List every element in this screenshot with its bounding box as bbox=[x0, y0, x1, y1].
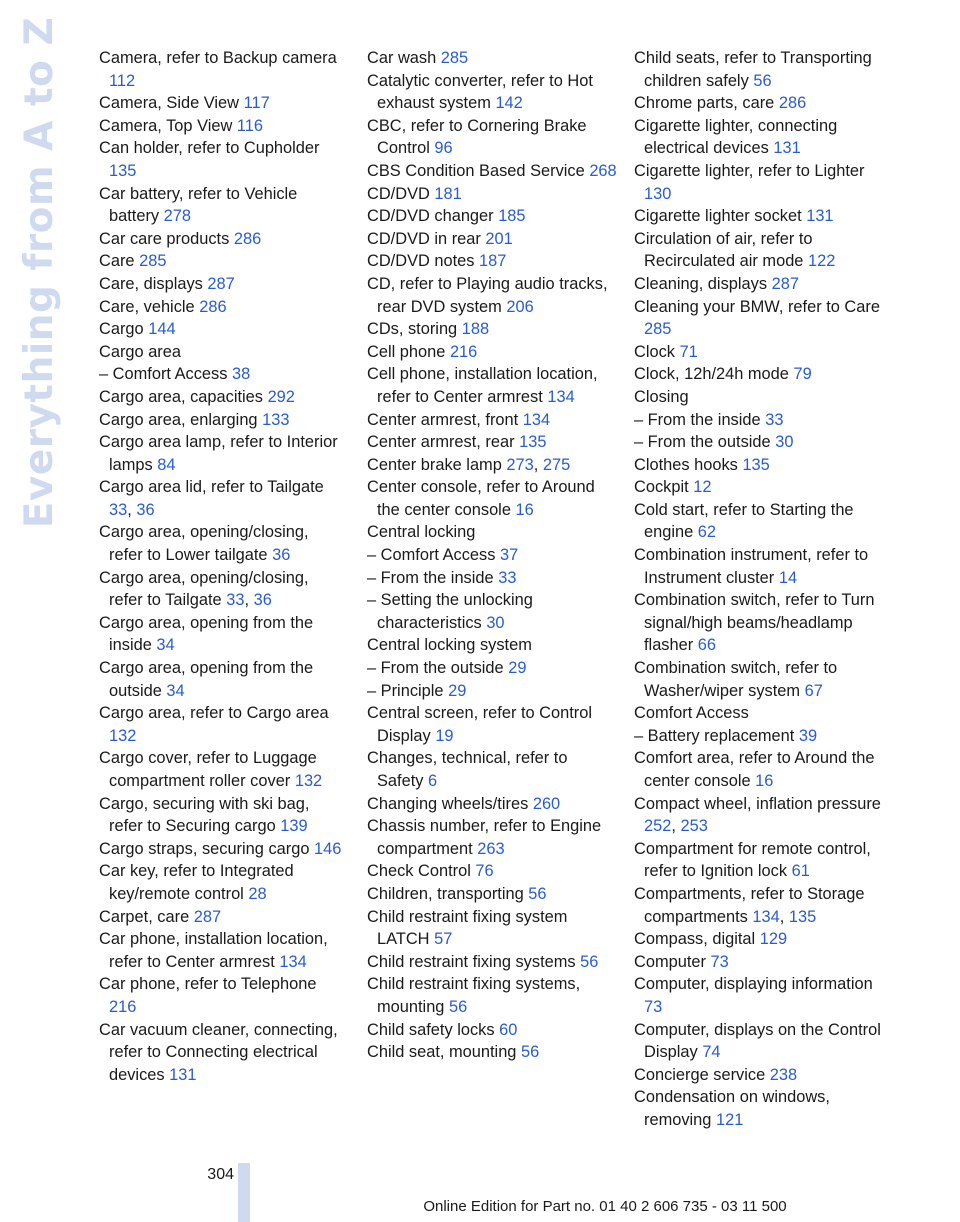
index-term: Central locking bbox=[367, 523, 476, 542]
index-entry bbox=[634, 273, 886, 296]
index-term: Child seat, mounting bbox=[367, 1043, 517, 1062]
index-entry bbox=[634, 386, 886, 409]
page-reference-link[interactable]: 206 bbox=[506, 297, 534, 316]
index-term: Cargo area lamp, refer to Interior lamps bbox=[99, 433, 338, 474]
page-reference-link[interactable]: 285 bbox=[139, 252, 167, 271]
page-reference-link[interactable]: 56 bbox=[580, 952, 599, 971]
index-entry bbox=[634, 928, 886, 951]
index-entry bbox=[99, 409, 345, 432]
page-reference-link[interactable]: 57 bbox=[434, 930, 453, 949]
page-reference-link[interactable]: 181 bbox=[434, 184, 462, 203]
index-entry bbox=[99, 92, 345, 115]
index-term: Cargo area lid, refer to Tailgate bbox=[99, 478, 324, 497]
index-term: Cargo straps, securing cargo bbox=[99, 839, 310, 858]
index-entry bbox=[367, 657, 617, 680]
index-term: Combination switch, refer to Washer/wiper system bbox=[634, 659, 838, 700]
page-marker-bar bbox=[238, 1163, 250, 1222]
page-reference-link[interactable]: 36 bbox=[136, 500, 155, 519]
index-entry bbox=[634, 1064, 886, 1087]
page-reference-link[interactable]: 131 bbox=[169, 1065, 197, 1084]
index-term: Car vacuum cleaner, connecting, refer to Connecting electrical devices bbox=[99, 1020, 338, 1084]
page-reference-link[interactable]: 37 bbox=[500, 546, 519, 565]
index-term: Cleaning your BMW, refer to Care bbox=[634, 297, 880, 316]
page-reference-link[interactable]: 56 bbox=[520, 1043, 540, 1062]
page-reference-link[interactable]: 28 bbox=[248, 884, 267, 903]
page-reference-link[interactable]: 144 bbox=[148, 320, 176, 339]
index-entry bbox=[634, 454, 886, 477]
index-term: – Comfort Access bbox=[367, 546, 496, 565]
index-entry bbox=[634, 431, 886, 454]
page-reference-link[interactable]: 287 bbox=[207, 274, 235, 293]
index-term: – From the inside bbox=[634, 410, 761, 429]
page-reference-link[interactable]: 116 bbox=[236, 116, 264, 135]
page-reference-link[interactable]: 278 bbox=[163, 207, 192, 226]
index-term: Compact wheel, inflation pressure bbox=[634, 794, 881, 813]
index-column-2 bbox=[367, 47, 617, 1064]
page-reference-link[interactable]: 135 bbox=[742, 455, 770, 474]
page-reference-link[interactable]: 38 bbox=[232, 365, 251, 384]
page-reference-link[interactable]: 292 bbox=[267, 387, 295, 406]
index-entry bbox=[99, 860, 345, 905]
page-reference-link[interactable]: 252 bbox=[644, 817, 672, 836]
index-entry bbox=[634, 115, 886, 160]
page-reference-link[interactable]: 19 bbox=[435, 726, 454, 745]
index-term: Central screen, refer to Control Display bbox=[367, 704, 593, 745]
index-term: Clock, 12h/24h mode bbox=[634, 365, 789, 384]
page-reference-link[interactable]: 275 bbox=[542, 455, 571, 474]
index-term: Cold start, refer to Starting the engine bbox=[634, 500, 854, 542]
index-entry bbox=[367, 70, 617, 115]
index-entry bbox=[99, 115, 345, 138]
index-entry bbox=[367, 476, 617, 521]
index-term: Central locking system bbox=[367, 636, 532, 655]
index-entry bbox=[99, 838, 345, 861]
index-entry bbox=[99, 657, 345, 702]
index-entry bbox=[367, 115, 617, 160]
page-reference-link[interactable]: 33 bbox=[109, 500, 128, 519]
index-entry bbox=[99, 47, 345, 92]
index-term: Cargo area, capacities bbox=[99, 387, 263, 406]
index-entry bbox=[99, 928, 345, 973]
index-term: Child restraint fixing system LATCH bbox=[367, 907, 568, 949]
index-term: CBS Condition Based Service bbox=[367, 161, 585, 180]
index-term: – From the outside bbox=[634, 433, 771, 452]
index-term: Compartment for remote control, refer to Ignition lock bbox=[634, 839, 871, 881]
page-reference-link[interactable]: 79 bbox=[793, 365, 812, 384]
page-reference-link[interactable]: 30 bbox=[486, 613, 505, 632]
page-reference-link[interactable]: 134 bbox=[752, 907, 780, 926]
page-reference-link[interactable]: 131 bbox=[806, 207, 834, 226]
index-entry bbox=[634, 702, 886, 725]
index-column-3 bbox=[634, 47, 886, 1132]
index-term: Cigarette lighter socket bbox=[634, 207, 802, 226]
page-reference-link[interactable]: 56 bbox=[753, 71, 772, 90]
page-reference-link[interactable]: 188 bbox=[461, 320, 490, 339]
index-term: Care, vehicle bbox=[99, 297, 195, 316]
page-reference-link[interactable]: 135 bbox=[788, 907, 817, 926]
index-term: Cargo bbox=[99, 320, 144, 339]
page-reference-link[interactable]: 36 bbox=[272, 546, 291, 565]
index-entry bbox=[634, 205, 886, 228]
index-entry bbox=[634, 725, 886, 748]
page-reference-link[interactable]: 134 bbox=[279, 952, 307, 971]
index-term: Cockpit bbox=[634, 478, 689, 497]
index-entry bbox=[367, 951, 617, 974]
index-entry bbox=[634, 341, 886, 364]
index-entry bbox=[367, 680, 617, 703]
index-entry bbox=[367, 567, 617, 590]
index-entry bbox=[99, 250, 345, 273]
index-entry bbox=[634, 476, 886, 499]
index-term: – Comfort Access bbox=[99, 365, 228, 384]
index-term: Computer, displays on the Control Display bbox=[634, 1020, 881, 1062]
index-entry bbox=[634, 499, 886, 544]
page-reference-link[interactable]: 33 bbox=[226, 591, 245, 610]
index-term: Camera, Side View bbox=[99, 94, 239, 113]
index-entry bbox=[99, 363, 345, 386]
index-entry bbox=[99, 612, 345, 657]
page-reference-link[interactable]: 185 bbox=[498, 207, 526, 226]
index-term: CBC, refer to Cornering Brake Control bbox=[367, 116, 587, 158]
page-reference-link[interactable]: 36 bbox=[253, 591, 272, 610]
page-reference-link[interactable]: 187 bbox=[479, 252, 507, 271]
page-reference-link[interactable]: 287 bbox=[193, 907, 222, 926]
index-entry: Center brake lamp 273, 275 bbox=[367, 455, 571, 474]
page-reference-link[interactable]: 121 bbox=[715, 1110, 744, 1129]
index-term: Center console, refer to Around the center console bbox=[367, 478, 595, 519]
page-reference-link[interactable]: 131 bbox=[773, 139, 801, 158]
index-term: Combination switch, refer to Turn signal/high beams/headlamp flasher bbox=[634, 591, 875, 655]
index-entry bbox=[367, 747, 617, 792]
index-term: Combination instrument, refer to Instrument cluster bbox=[634, 546, 869, 587]
index-entry bbox=[367, 409, 617, 432]
page-reference-link[interactable]: 66 bbox=[697, 636, 716, 655]
index-term: Cargo cover, refer to Luggage compartment roller cover bbox=[99, 749, 317, 790]
index-entry bbox=[367, 1041, 617, 1064]
index-term: Clock bbox=[634, 342, 675, 361]
page-reference-link[interactable]: 133 bbox=[262, 410, 290, 429]
index-term: Compartments, refer to Storage compartments bbox=[634, 884, 865, 926]
index-term: Center armrest, front bbox=[367, 410, 519, 429]
page-reference-link[interactable]: 135 bbox=[109, 161, 137, 180]
index-entry bbox=[367, 431, 617, 454]
index-entry bbox=[367, 793, 617, 816]
page-reference-link[interactable]: 56 bbox=[449, 997, 468, 1016]
page-reference-link[interactable]: 268 bbox=[589, 161, 617, 180]
page-reference-link[interactable]: 29 bbox=[448, 681, 467, 700]
index-entry bbox=[367, 318, 617, 341]
page-reference-link[interactable]: 122 bbox=[808, 252, 836, 271]
page-reference-link[interactable]: 112 bbox=[109, 71, 136, 90]
page-reference-link[interactable]: 285 bbox=[440, 49, 469, 67]
page-reference-link[interactable]: 71 bbox=[679, 342, 698, 361]
page-reference-link[interactable]: 135 bbox=[519, 433, 547, 452]
index-entry bbox=[634, 657, 886, 702]
page-reference-link[interactable]: 12 bbox=[693, 478, 712, 497]
index-term: Concierge service bbox=[634, 1065, 766, 1084]
index-entry: Compact wheel, inflation pressure 252, 253 bbox=[634, 794, 881, 836]
index-term: Children, transporting bbox=[367, 884, 524, 903]
index-entry bbox=[367, 589, 617, 634]
index-term: – From the outside bbox=[367, 659, 504, 678]
page-reference-link[interactable]: 287 bbox=[771, 274, 799, 293]
index-entry bbox=[634, 228, 886, 273]
index-entry bbox=[99, 431, 345, 476]
index-term: Camera, Top View bbox=[99, 116, 233, 135]
index-term: Care, displays bbox=[99, 274, 203, 293]
index-term: Cell phone bbox=[367, 342, 446, 361]
page-reference-link[interactable]: 67 bbox=[804, 681, 823, 700]
page-reference-link[interactable]: 132 bbox=[294, 772, 323, 790]
index-entry bbox=[634, 544, 886, 589]
index-entry bbox=[99, 273, 345, 296]
index-entry bbox=[367, 1019, 617, 1042]
index-term: Care bbox=[99, 252, 135, 271]
page-reference-link[interactable]: 263 bbox=[477, 839, 505, 858]
index-term: Car battery, refer to Vehicle battery bbox=[99, 184, 298, 226]
index-entry bbox=[99, 228, 345, 251]
page-reference-link[interactable]: 238 bbox=[769, 1065, 798, 1084]
index-term: Computer, displaying information bbox=[634, 975, 873, 994]
index-term: Comfort area, refer to Around the center console bbox=[634, 749, 875, 790]
index-term: Cargo, securing with ski bag, refer to Securing cargo bbox=[99, 794, 310, 836]
index-term: CD/DVD bbox=[367, 184, 430, 203]
page-reference-link[interactable]: 216 bbox=[449, 342, 478, 361]
page-reference-link[interactable]: 16 bbox=[515, 500, 534, 519]
page-reference-link[interactable]: 134 bbox=[547, 387, 575, 406]
index-term: Carpet, care bbox=[99, 907, 190, 926]
page-reference-link[interactable]: 76 bbox=[475, 862, 494, 881]
page-reference-link[interactable]: 139 bbox=[280, 817, 308, 836]
index-term: Center brake lamp bbox=[367, 455, 502, 474]
index-term: Child restraint fixing systems bbox=[367, 952, 576, 971]
page-reference-link[interactable]: 96 bbox=[434, 139, 453, 158]
page-reference-link[interactable]: 273 bbox=[506, 455, 534, 474]
index-entry bbox=[99, 906, 345, 929]
index-entry: Compartments, refer to Storage compartments 134, 135 bbox=[634, 884, 865, 926]
index-term: Cargo area, opening/closing, refer to Lower tailgate bbox=[99, 523, 309, 565]
page-reference-link[interactable]: 286 bbox=[233, 229, 262, 248]
index-entry bbox=[367, 205, 617, 228]
page-reference-link[interactable]: 253 bbox=[680, 817, 708, 836]
index-column-1 bbox=[99, 47, 345, 1086]
index-entry bbox=[634, 838, 886, 883]
index-entry bbox=[634, 951, 886, 974]
index-entry bbox=[367, 47, 617, 70]
index-entry: Cargo area, opening/closing, refer to Tailgate 33, 36 bbox=[99, 568, 309, 610]
index-entry bbox=[367, 860, 617, 883]
page-reference-link[interactable]: 132 bbox=[109, 726, 137, 745]
page-number: 304 bbox=[207, 1166, 234, 1183]
index-entry bbox=[99, 521, 345, 566]
index-term: – Setting the unlocking characteristics bbox=[367, 591, 533, 632]
page-reference-link[interactable]: 34 bbox=[166, 681, 185, 700]
index-term: Child safety locks bbox=[367, 1020, 495, 1039]
index-term: Car care products bbox=[99, 229, 230, 248]
index-term: Child seats, refer to Transporting children safely bbox=[634, 49, 872, 90]
page-reference-link[interactable]: 201 bbox=[485, 229, 513, 248]
index-term: – Battery replacement bbox=[634, 726, 795, 745]
index-entry bbox=[634, 409, 886, 432]
index-entry bbox=[99, 702, 345, 747]
index-entry bbox=[367, 702, 617, 747]
index-term: Cargo area, refer to Cargo area bbox=[99, 704, 329, 723]
index-entry bbox=[634, 747, 886, 792]
index-term: – From the inside bbox=[367, 568, 494, 587]
index-term: Chrome parts, care bbox=[634, 94, 775, 113]
index-entry bbox=[367, 906, 617, 951]
index-entry: Cargo area lid, refer to Tailgate 33, 36 bbox=[99, 478, 324, 519]
index-entry bbox=[99, 183, 345, 228]
index-term: CD/DVD in rear bbox=[367, 229, 481, 248]
page-reference-link[interactable]: 216 bbox=[109, 997, 137, 1016]
index-term: Car phone, refer to Telephone bbox=[99, 975, 317, 994]
page-reference-link[interactable]: 73 bbox=[644, 997, 663, 1016]
index-term: Compass, digital bbox=[634, 930, 756, 949]
index-entry bbox=[99, 318, 345, 341]
index-entry bbox=[634, 160, 886, 205]
index-entry bbox=[634, 1019, 886, 1064]
index-entry bbox=[99, 793, 345, 838]
index-term: Closing bbox=[634, 387, 689, 406]
index-term: Condensation on windows, removing bbox=[634, 1088, 830, 1129]
page-reference-link[interactable]: 286 bbox=[199, 297, 227, 316]
index-term: Car wash bbox=[367, 49, 437, 67]
page-reference-link[interactable]: 73 bbox=[710, 952, 729, 971]
index-entry bbox=[367, 883, 617, 906]
page-reference-link[interactable]: 130 bbox=[644, 184, 672, 203]
index-entry bbox=[367, 183, 617, 206]
index-term: Car phone, installation location, refer to Center armrest bbox=[99, 930, 328, 971]
page-reference-link[interactable]: 260 bbox=[532, 794, 561, 813]
index-term: Check Control bbox=[367, 862, 471, 881]
index-entry bbox=[367, 341, 617, 364]
index-term: Clothes hooks bbox=[634, 455, 738, 474]
index-entry bbox=[99, 386, 345, 409]
page-reference-link[interactable]: 62 bbox=[697, 523, 717, 542]
index-entry bbox=[99, 296, 345, 319]
index-term: Cargo area bbox=[99, 342, 182, 361]
index-entry bbox=[367, 521, 617, 544]
page-reference-link[interactable]: 39 bbox=[798, 726, 818, 745]
index-entry bbox=[634, 1086, 886, 1131]
index-entry bbox=[367, 544, 617, 567]
index-term: Center armrest, rear bbox=[367, 433, 515, 452]
index-entry bbox=[99, 1019, 345, 1087]
page-reference-link[interactable]: 74 bbox=[702, 1043, 721, 1062]
index-entry bbox=[634, 47, 886, 92]
index-entry bbox=[634, 589, 886, 657]
index-entry bbox=[367, 634, 617, 657]
page-reference-link[interactable]: 16 bbox=[755, 772, 774, 790]
page-reference-link[interactable]: 286 bbox=[778, 94, 807, 113]
page-reference-link[interactable]: 84 bbox=[157, 455, 176, 474]
footer-edition-text: Online Edition for Part no. 01 40 2 606 735 - 03 11 500 bbox=[423, 1198, 787, 1215]
index-term: CD/DVD notes bbox=[367, 252, 475, 271]
index-term: Cell phone, installation location, refer to Center armrest bbox=[367, 365, 598, 406]
index-entry bbox=[367, 160, 617, 183]
index-entry bbox=[367, 250, 617, 273]
index-term: – Principle bbox=[367, 681, 444, 700]
index-entry bbox=[99, 747, 345, 792]
index-entry bbox=[99, 341, 345, 364]
side-title-text: Everything from A to Z bbox=[17, 16, 63, 529]
index-term: Circulation of air, refer to Recirculated air mode bbox=[634, 229, 813, 271]
index-entry bbox=[634, 363, 886, 386]
page-reference-link[interactable]: 134 bbox=[522, 410, 551, 429]
index-entry bbox=[99, 973, 345, 1018]
page-reference-link[interactable]: 6 bbox=[428, 772, 438, 790]
page-reference-link[interactable]: 29 bbox=[508, 659, 527, 678]
index-term: Camera, refer to Backup camera bbox=[99, 49, 337, 67]
page-reference-link[interactable]: 60 bbox=[499, 1020, 518, 1039]
index-entry bbox=[367, 273, 617, 318]
page-reference-link[interactable]: 285 bbox=[644, 320, 672, 339]
index-entry bbox=[634, 92, 886, 115]
index-term: Comfort Access bbox=[634, 704, 749, 723]
page-reference-link[interactable]: 61 bbox=[791, 862, 810, 881]
page-reference-link[interactable]: 146 bbox=[314, 839, 342, 858]
index-term: Cargo area, opening from the outside bbox=[99, 659, 314, 700]
index-term: Car key, refer to Integrated key/remote control bbox=[99, 862, 294, 903]
index-term: Can holder, refer to Cupholder bbox=[99, 139, 320, 158]
index-term: Cleaning, displays bbox=[634, 274, 768, 293]
index-entry bbox=[99, 137, 345, 182]
index-term: Computer bbox=[634, 952, 706, 971]
page-reference-link[interactable]: 56 bbox=[528, 884, 547, 903]
index-term: CD, refer to Playing audio tracks, rear DVD system bbox=[367, 274, 608, 316]
page-reference-link[interactable]: 33 bbox=[765, 410, 784, 429]
index-entry bbox=[367, 815, 617, 860]
page-reference-link[interactable]: 30 bbox=[775, 433, 794, 452]
page-reference-link[interactable]: 33 bbox=[498, 568, 517, 587]
page-reference-link[interactable]: 14 bbox=[778, 568, 798, 587]
page-reference-link[interactable]: 129 bbox=[759, 930, 788, 949]
index-entry bbox=[634, 296, 886, 341]
index-term: Cargo area, opening from the inside bbox=[99, 613, 314, 655]
page-reference-link[interactable]: 34 bbox=[156, 636, 175, 655]
side-title bbox=[0, 0, 80, 545]
page-reference-link[interactable]: 142 bbox=[495, 94, 523, 113]
index-entry bbox=[634, 973, 886, 1018]
index-term: Cargo area, opening/closing, refer to Tailgate bbox=[99, 568, 309, 610]
index-term: Changes, technical, refer to Safety bbox=[367, 749, 568, 790]
index-entry bbox=[367, 363, 617, 408]
index-term: CDs, storing bbox=[367, 320, 458, 339]
index-term: Chassis number, refer to Engine compartment bbox=[367, 817, 602, 858]
index-term: Cigarette lighter, connecting electrical devices bbox=[634, 116, 838, 158]
index-term: Cargo area, enlarging bbox=[99, 410, 258, 429]
index-entry bbox=[367, 228, 617, 251]
page-reference-link[interactable]: 117 bbox=[243, 94, 270, 113]
index-term: Child restraint fixing systems, mounting bbox=[367, 975, 581, 1016]
index-term: CD/DVD changer bbox=[367, 207, 494, 226]
index-entry bbox=[367, 973, 617, 1018]
index-term: Changing wheels/tires bbox=[367, 794, 529, 813]
index-term: Catalytic converter, refer to Hot exhaust system bbox=[367, 71, 593, 113]
index-term: Cigarette lighter, refer to Lighter bbox=[634, 161, 865, 180]
